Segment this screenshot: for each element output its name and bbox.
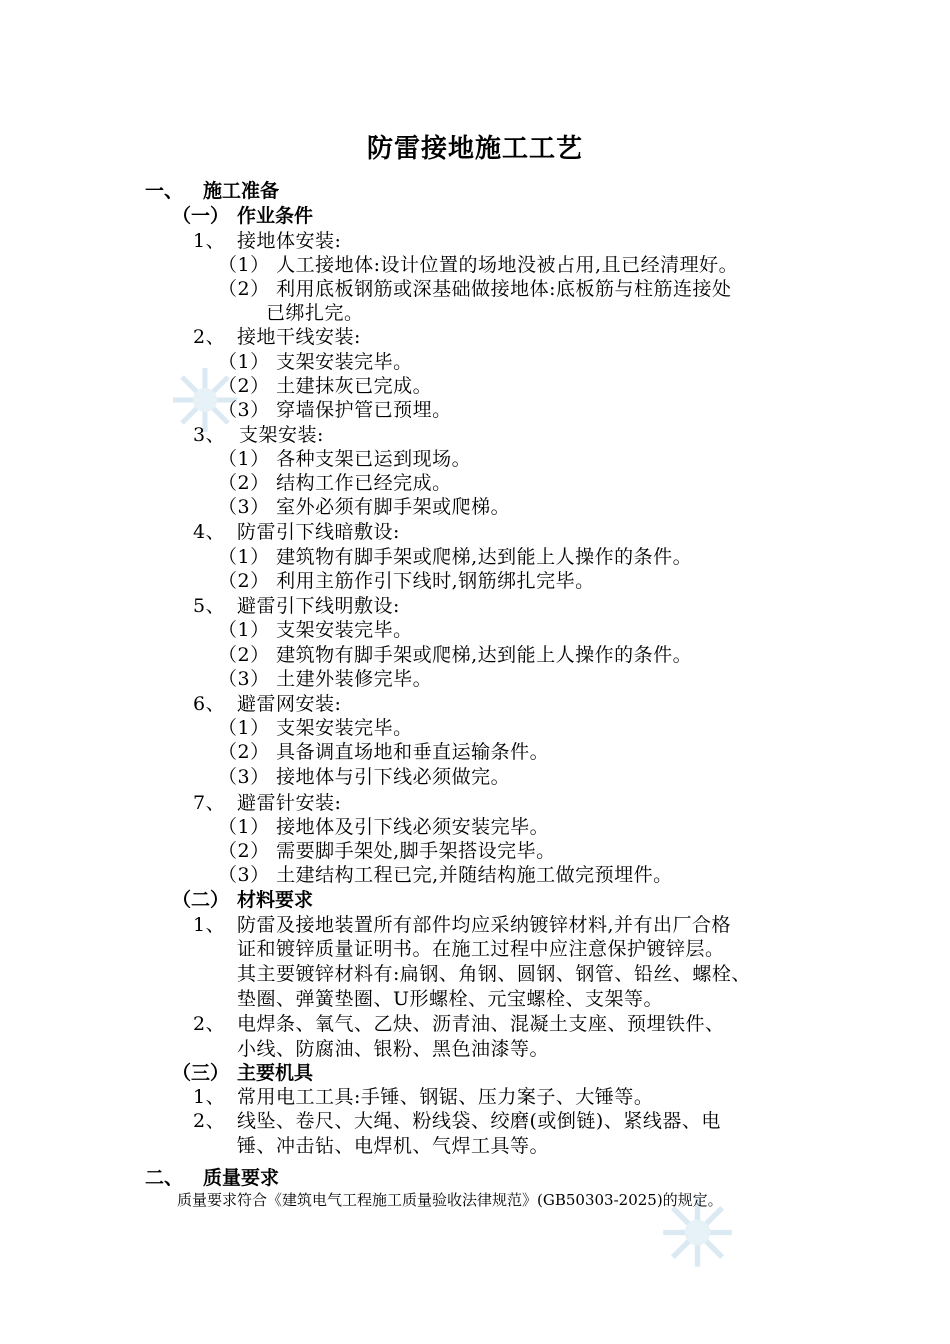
paragraph-line: 常用电工工具:手锤、钢锯、压力案子、大锤等。 [237, 1086, 654, 1108]
sub-item: （3） 穿墙保护管已预埋。 [218, 399, 452, 421]
paragraph-line: 电焊条、氧气、乙炔、沥青油、混凝土支座、预埋铁件、 [237, 1013, 725, 1035]
quality-paragraph: 质量要求符合《建筑电气工程施工质量验收法律规范》(GB50303-2025)的规定。 [177, 1191, 723, 1209]
subsection-number: （三） [172, 1062, 230, 1084]
sub-item: （2） 结构工作已经完成。 [218, 472, 452, 494]
page-title: 防雷接地施工工艺 [366, 134, 583, 164]
item-label: 避雷引下线明敷设: [237, 595, 400, 617]
item-number: 7、 [193, 792, 226, 814]
sub-item: （1） 支架安装完毕。 [218, 351, 413, 373]
subsection-title: 主要机具 [237, 1062, 314, 1084]
item-label: 防雷引下线暗敷设: [237, 521, 400, 543]
item-label: 接地干线安装: [237, 326, 361, 348]
sub-item: （2） 土建抹灰已完成。 [218, 375, 433, 397]
item-number: 2、 [193, 1013, 226, 1035]
paragraph-line: 线坠、卷尺、大绳、粉线袋、绞磨(或倒链)、紧线器、电 [237, 1110, 721, 1132]
sub-item: （3） 土建结构工程已完,并随结构施工做完预埋件。 [218, 864, 673, 886]
sub-item: （1） 支架安装完毕。 [218, 717, 413, 739]
sub-item: （3） 土建外装修完毕。 [218, 668, 433, 690]
paragraph-line: 锤、冲击钻、电焊机、气焊工具等。 [237, 1135, 550, 1157]
item-number: 5、 [193, 595, 226, 617]
item-number: 2、 [193, 326, 226, 348]
sub-item: （1） 支架安装完毕。 [218, 619, 413, 641]
paragraph-line: 其主要镀锌材料有:扁钢、角钢、圆钢、钢管、铅丝、螺栓、 [237, 963, 751, 985]
section-number: 一、 [145, 180, 184, 202]
section-number: 二、 [145, 1167, 184, 1189]
sub-item: （2） 利用主筋作引下线时,钢筋绑扎完毕。 [218, 570, 595, 592]
paragraph-line: 小线、防腐油、银粉、黑色油漆等。 [237, 1038, 550, 1060]
section-title: 施工准备 [203, 180, 280, 202]
subsection-number: （二） [172, 889, 230, 911]
paragraph-line: 垫圈、弹簧垫圈、U形螺栓、元宝螺栓、支架等。 [237, 988, 664, 1010]
item-label: 避雷网安装: [237, 693, 342, 715]
sub-item: （3） 室外必须有脚手架或爬梯。 [218, 496, 511, 518]
sub-item: （1） 接地体及引下线必须安装完毕。 [218, 816, 550, 838]
paragraph-line: 证和镀锌质量证明书。在施工过程中应注意保护镀锌层。 [237, 938, 725, 960]
sub-item: （1） 人工接地体:设计位置的场地没被占用,且已经清理好。 [218, 254, 739, 276]
sub-item: （2） 建筑物有脚手架或爬梯,达到能上人操作的条件。 [218, 644, 693, 666]
item-number: 6、 [193, 693, 226, 715]
item-number: 3、 [193, 424, 226, 446]
sub-item: （3） 接地体与引下线必须做完。 [218, 766, 511, 788]
item-label: 避雷针安装: [237, 792, 342, 814]
subsection-title: 材料要求 [237, 889, 314, 911]
sub-item: （1） 各种支架已运到现场。 [218, 448, 472, 470]
item-label: 支架安装: [239, 424, 324, 446]
item-number: 1、 [193, 914, 226, 936]
paragraph-line: 防雷及接地装置所有部件均应采纳镀锌材料,并有出厂合格 [237, 914, 732, 936]
sub-item-continuation: 已绑扎完。 [266, 302, 364, 324]
item-label: 接地体安装: [237, 230, 342, 252]
subsection-number: （一） [172, 205, 230, 227]
item-number: 4、 [193, 521, 226, 543]
sub-item: （2） 利用底板钢筋或深基础做接地体:底板筋与柱筋连接处 [218, 278, 732, 300]
item-number: 2、 [193, 1110, 226, 1132]
subsection-title: 作业条件 [237, 205, 314, 227]
sub-item: （2） 需要脚手架处,脚手架搭设完毕。 [218, 840, 556, 862]
sub-item: （2） 具备调直场地和垂直运输条件。 [218, 741, 550, 763]
item-number: 1、 [193, 1086, 226, 1108]
section-title: 质量要求 [203, 1167, 280, 1189]
item-number: 1、 [193, 230, 226, 252]
sub-item: （1） 建筑物有脚手架或爬梯,达到能上人操作的条件。 [218, 546, 693, 568]
